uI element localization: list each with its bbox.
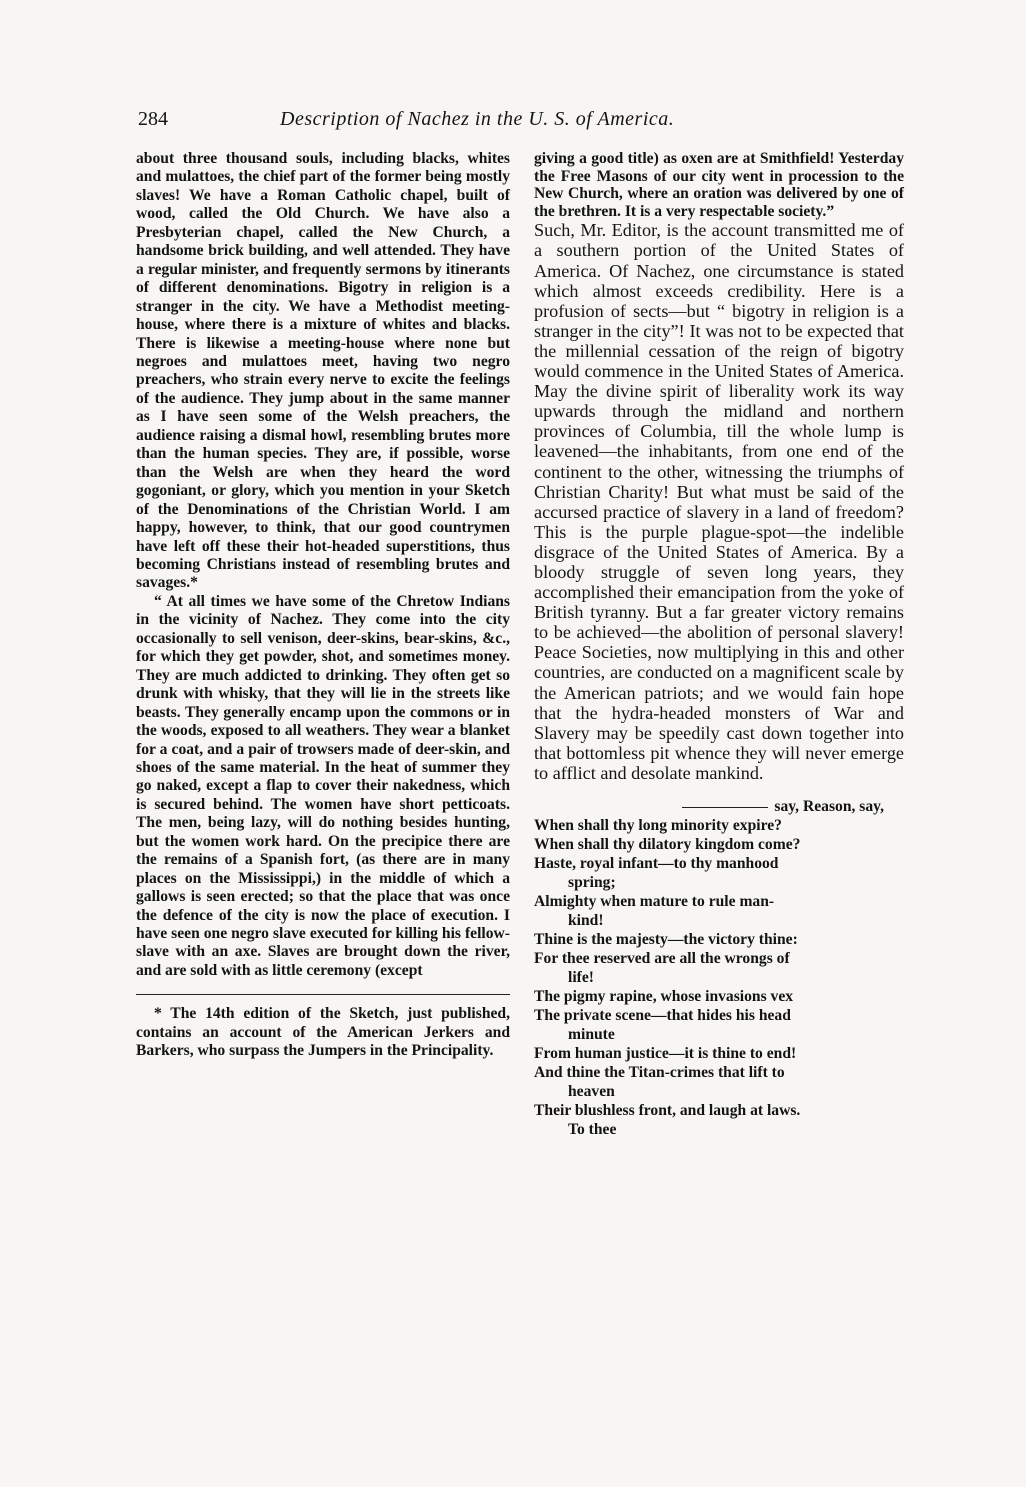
running-title: Description of Nachez in the U. S. of America.	[280, 108, 675, 130]
poem-line: kind!	[568, 912, 604, 929]
left-column	[136, 150, 510, 1061]
poem-line: When shall thy dilatory kingdom come?	[534, 836, 801, 853]
poem-line: minute	[568, 1026, 615, 1043]
footnote: * The 14th edition of the Sketch, just published, contains an account of the American Jerkers and Barkers, who surpass the Jumpers in the Principality.	[136, 1005, 510, 1060]
poem-line: To thee	[568, 1121, 617, 1138]
poem-line: spring;	[568, 874, 616, 891]
poem-line: When shall thy long minority expire?	[534, 817, 782, 834]
right-column	[534, 150, 904, 1139]
poem-line: Haste, royal infant—to thy manhood	[534, 855, 779, 872]
poem-line: For thee reserved are all the wrongs of	[534, 950, 790, 967]
poem-line: The private scene—that hides his head	[534, 1007, 791, 1024]
poem-line: Thine is the majesty—the victory thine:	[534, 931, 798, 948]
poem-line: Almighty when mature to rule man-	[534, 893, 775, 910]
poem-dash-rule	[682, 807, 768, 808]
poem-line: From human justice—it is thine to end!	[534, 1045, 797, 1062]
editorial-paragraph: Such, Mr. Editor, is the account transmitted me of a southern portion of the United States of America. Of Nachez, one circumstance is stated which almost exceeds credibility. Here is a profusion of sects—but “ bigotry in religion is a stranger in the city”! It was not to be expected that the millennial cessation of the reign of bigotry would commence in the United States of America. May the divine spirit of liberality work its way upwards through the midland and northern provinces of Columbia, till the whole lump is leavened—the inhabitants, from one end of the continent to the other, witnessing the triumphs of Christian Charity! But what must be said of the accursed practice of slavery in a land of freedom? This is the purple plague-spot—the indelible disgrace of the United States of America. By a bloody struggle of seven long years, they accomplished their emancipation from the yoke of British tyranny. But a far greater victory remains to be achieved—the abolition of personal slavery! Peace Societies, now multiplying in this and other countries, are conducted on a magnificent scale by the American patriots; and we would fain hope that the hydra-headed monsters of War and Slavery may be speedily cast down together into that bottomless pit whence they will never emerge to afflict and desolate mankind.	[534, 220, 904, 783]
letter-continuation: giving a good title) as oxen are at Smithfield! Yesterday the Free Masons of our city went in procession to the New Church, where an oration was delivered by one of the brethren. It is a very respectable society.”	[534, 150, 904, 220]
poem-quotation	[534, 797, 904, 1139]
page-number: 284	[138, 108, 168, 130]
poem-line: And thine the Titan-crimes that lift to	[534, 1064, 785, 1081]
footnote-rule	[136, 994, 510, 995]
poem-line: The pigmy rapine, whose invasions vex	[534, 988, 794, 1005]
poem-line: Their blushless front, and laugh at laws.	[534, 1102, 801, 1119]
poem-line: heaven	[568, 1083, 615, 1100]
letter-paragraph-1: about three thousand souls, including blacks, whites and mulattoes, the chief part of the former being mostly slaves! We have a Roman Catholic chapel, built of wood, called the Old Church. We have also a Presbyterian chapel, called the New Church, a handsome brick building, and well attended. They have a regular minister, and frequently sermons by itinerants of different denominations. Bigotry in religion is a stranger in the city. We have a Methodist meeting-house, where there is a mixture of whites and blacks. There is likewise a meeting-house where none but negroes and mulattoes meet, having two negro preachers, who strain every nerve to excite the feelings of the audience. They jump about in the same manner as I have seen some of the Welsh preachers, the audience raising a dismal howl, resembling brutes more than the human species. They are, if possible, worse than the Welsh are when they heard the word gogoniant, or glory, which you mention in your Sketch of the Denominations of the Christian World. I am happy, however, to think, that our good countrymen have left off these their hot-headed superstitions, thus becoming Christians instead of resembling brutes and savages.*	[136, 150, 510, 592]
poem-line: life!	[568, 969, 594, 986]
letter-paragraph-2: “ At all times we have some of the Chretow Indians in the vicinity of Nachez. They come into the city occasionally to sell venison, deer-skins, bear-skins, &c., for which they get powder, shot, and sometimes money. They are much addicted to drinking. They often get so drunk with whisky, that they will lie in the streets like beasts. They generally encamp upon the commons or in the woods, exposed to all weathers. They wear a blanket for a coat, and a pair of trowsers made of deer-skin, and shoes of the same material. In the heat of summer they go naked, except a flap to cover their nakedness, which is secured behind. The women have short petticoats. The men, being lazy, will do nothing besides hunting, but the women work hard. On the precipice there are the remains of a Spanish fort, (as there are in many places on the Mississippi,) in the middle of which a gallows is seen erected; so that the place that was once the defence of the city is now the place of execution. I have seen one negro slave executed for killing his fellow-slave with an axe. Slaves are brought down the river, and are sold with as little ceremony (except	[136, 592, 510, 979]
poem-line: say, Reason, say,	[534, 797, 904, 816]
